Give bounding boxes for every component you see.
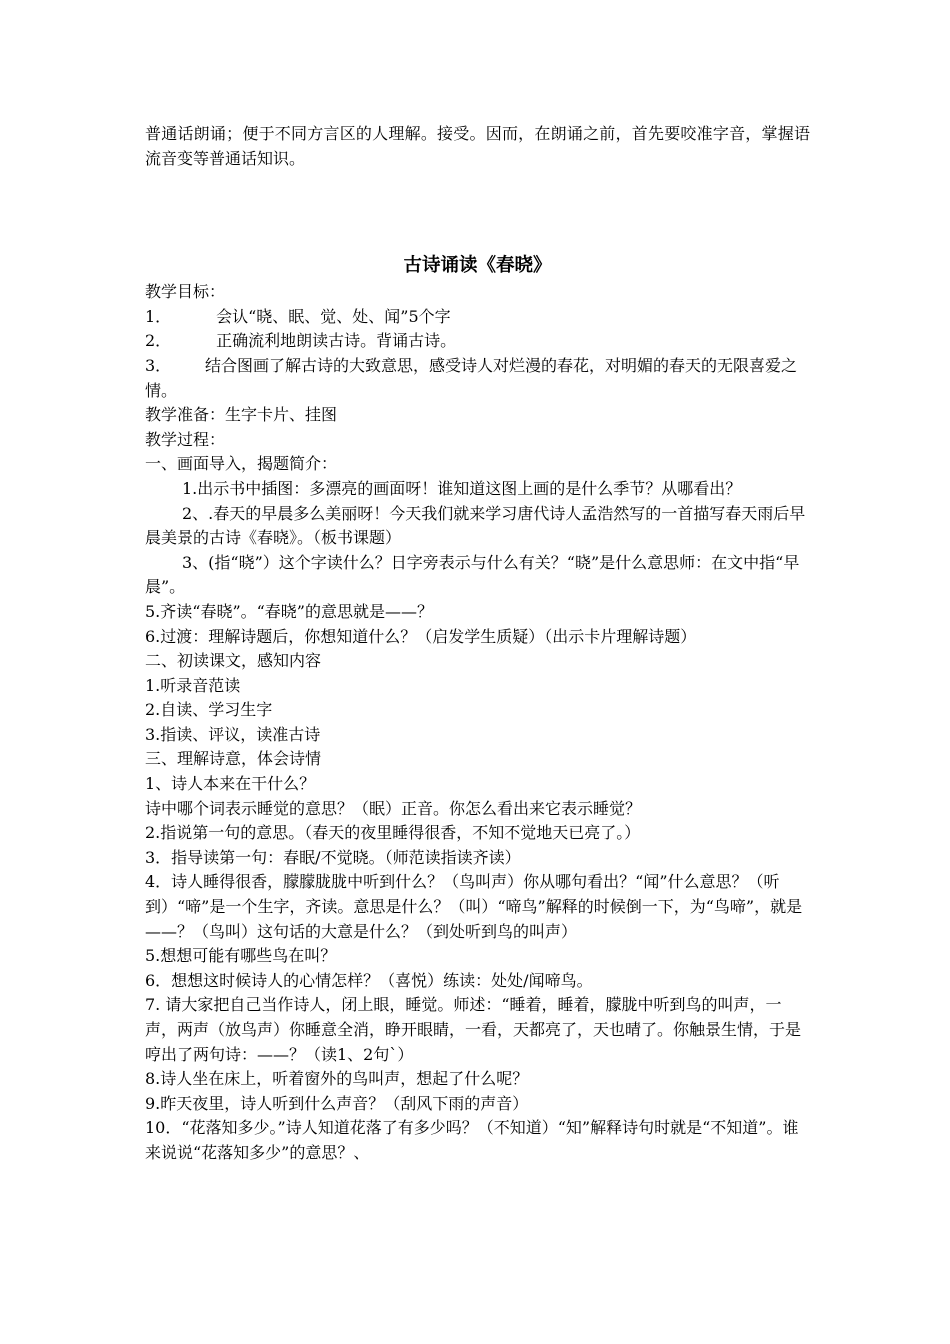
- step-item: 5.想想可能有哪些鸟在叫？: [145, 946, 337, 966]
- goal-number: 3．: [145, 355, 172, 375]
- goal-text: 会认“晓、眠、觉、处、闻”5个字: [211, 306, 451, 326]
- document-body: [145, 122, 810, 1166]
- step-item: 6.过渡：理解诗题后，你想知道什么？（启发学生质疑）（出示卡片理解诗题）: [145, 626, 697, 646]
- goal-item: [145, 305, 810, 330]
- step-item: 2.自读、学习生字: [145, 700, 273, 720]
- teaching-prep: 教学准备：生字卡片、挂图: [145, 405, 338, 425]
- step-item: 2.指说第一句的意思。（春天的夜里睡得很香，不知不觉地天已亮了。）: [145, 823, 641, 843]
- section-heading: 二、初读课文，感知内容: [145, 651, 322, 671]
- step-item: 1、诗人本来在干什么？: [145, 774, 316, 794]
- step-item: 1.出示书中插图：多漂亮的画面呀！谁知道这图上画的是什么季节？从哪看出？: [182, 478, 742, 498]
- step-item: 6．想想这时候诗人的心情怎样？（喜悦）练读：处处/闻啼鸟。: [145, 970, 593, 990]
- goal-number: 2．: [145, 331, 172, 351]
- intro-paragraph: 普通话朗诵；便于不同方言区的人理解。接受。因而，在朗诵之前，首先要咬准字音，掌握语流音变等普通话知识。: [145, 124, 810, 168]
- step-item: 3.指读、评议，读准古诗: [145, 724, 321, 744]
- step-item: 1.听录音范读: [145, 675, 241, 695]
- process-heading: 教学过程：: [145, 429, 226, 449]
- step-item: 5.齐读“春晓”。“春晓”的意思就是——？: [145, 601, 433, 621]
- goals-heading: 教学目标：: [145, 282, 226, 302]
- goal-text: 结合图画了解古诗的大致意思，感受诗人对烂漫的春花，对明媚的春天的无限喜爱之情。: [145, 355, 798, 400]
- step-item: 3、(指“晓”）这个字读什么？日字旁表示与什么有关？“晓”是什么意思师：在文中指“早晨”。: [145, 552, 800, 597]
- goal-number: 1．: [145, 306, 172, 326]
- section-heading: 三、理解诗意，体会诗情: [145, 749, 322, 769]
- step-item: 8.诗人坐在床上，听着窗外的鸟叫声，想起了什么呢？: [145, 1069, 529, 1089]
- step-item: 诗中哪个词表示睡觉的意思？（眠）正音。你怎么看出来它表示睡觉？: [145, 798, 642, 818]
- goal-item: [145, 354, 810, 403]
- step-item: 4．诗人睡得很香，朦朦胧胧中听到什么？（鸟叫声）你从哪句看出？“闻”什么意思？（听到）“啼”是一个生字，齐读。意思是什么？（叫）“啼鸟”解释的时候倒一下，为“鸟啼”，就是——？（鸟叫）这句话的大意是什么？（到处听到鸟的叫声）: [145, 872, 803, 941]
- step-item: 3．指导读第一句：春眠/不觉晓。（师范读指读齐读）: [145, 847, 521, 867]
- step-item: 2、.春天的早晨多么美丽呀！今天我们就来学习唐代诗人孟浩然写的一首描写春天雨后早晨美景的古诗《春晓》。（板书课题）: [145, 503, 806, 548]
- section-heading: 一、画面导入，揭题简介：: [145, 454, 338, 474]
- step-item: 10．“花落知多少。”诗人知道花落了有多少吗？（不知道）“知”解释诗句时就是“不知道”。谁来说说“花落知多少”的意思？、: [145, 1118, 799, 1162]
- step-item: 9.昨天夜里，诗人听到什么声音？（刮风下雨的声音）: [145, 1093, 529, 1113]
- goal-item: [145, 329, 810, 354]
- lesson-title: 古诗诵读《春晓》: [403, 255, 552, 277]
- goal-text: 正确流利地朗读古诗。背诵古诗。: [211, 331, 457, 351]
- step-item: 7. 请大家把自己当作诗人，闭上眼，睡觉。师述：“睡着，睡着，朦胧中听到鸟的叫声，一声，两声（放鸟声）你睡意全消，睁开眼睛，一看，天都亮了，天也晴了。你触景生情，于是哼出了两句诗：——？（读1、2句`）: [145, 995, 802, 1064]
